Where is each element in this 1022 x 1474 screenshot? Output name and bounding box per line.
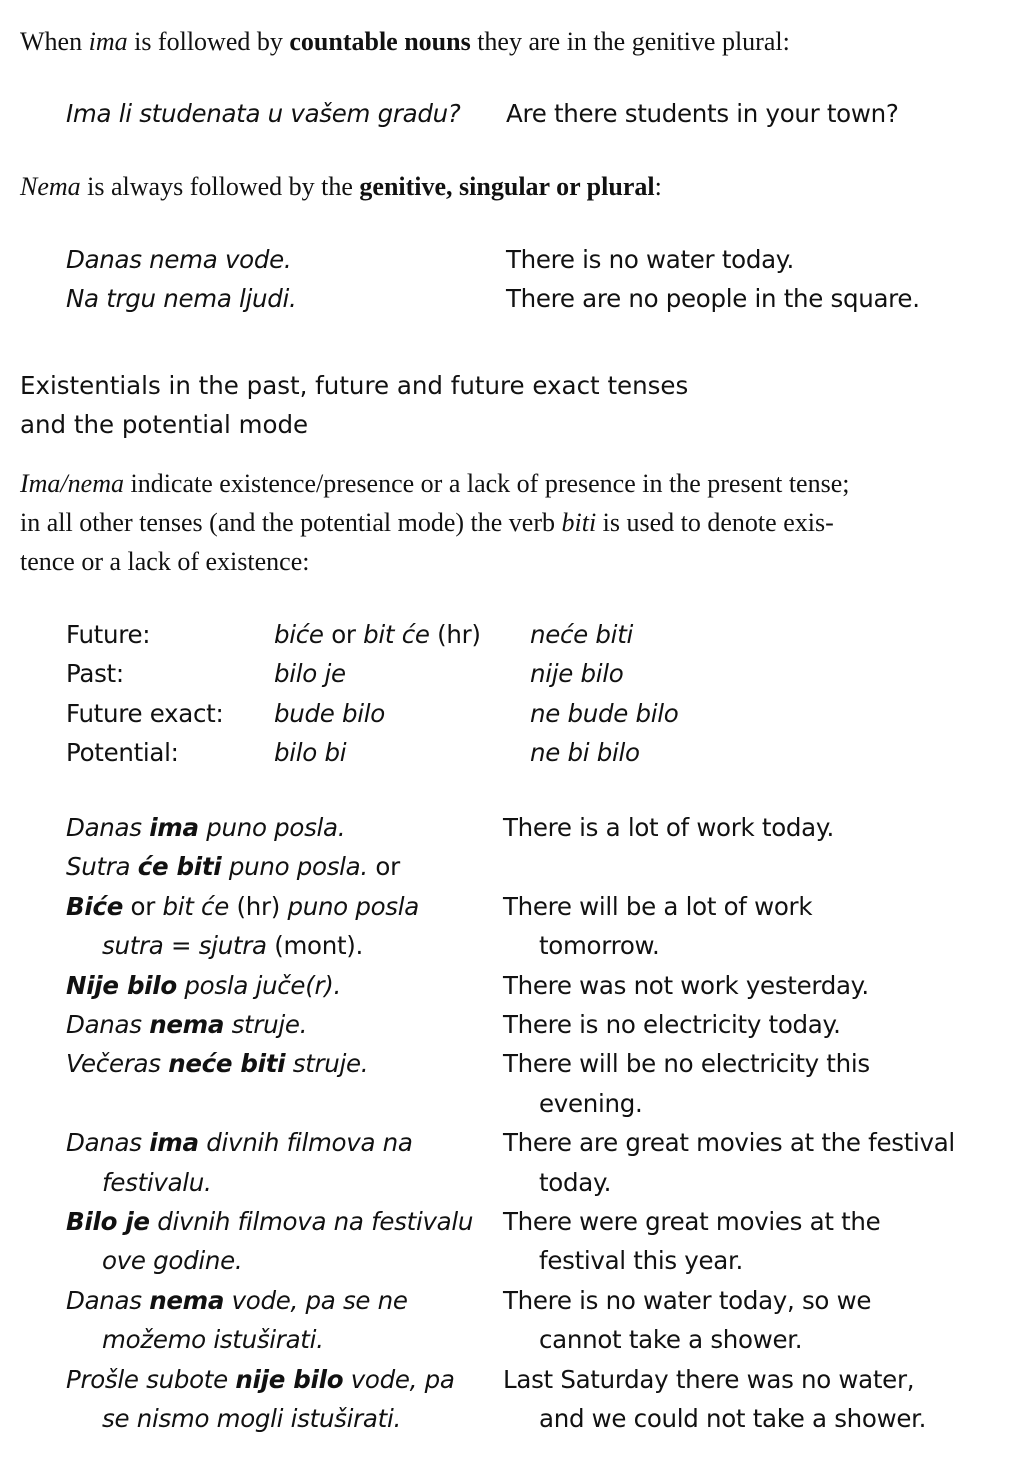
paragraph-line <box>20 503 960 542</box>
emphasis: nije bilo <box>235 1364 344 1394</box>
text-run: is always followed by the <box>80 172 360 201</box>
emphasis: neće biti <box>168 1049 286 1079</box>
text-run: vode, pa se ne <box>224 1285 408 1315</box>
emphasis: nema <box>149 1010 225 1040</box>
tense-positive: bude bilo <box>274 698 385 728</box>
tense-positive-forms <box>274 615 481 773</box>
term-biti: biti <box>561 508 597 537</box>
examples-right-column <box>503 808 955 1439</box>
translation-line: There is no water today. <box>506 245 794 274</box>
heading-line: and the potential mode <box>20 410 309 440</box>
translation-line: There are no people in the square. <box>506 284 920 314</box>
example-line: Na trgu nema ljudi. <box>66 284 297 314</box>
example-line <box>66 1044 473 1083</box>
example-ima-left: Ima li studenata u vašem gradu? <box>66 99 461 128</box>
text-run: or <box>123 891 163 921</box>
text-run: Danas <box>66 813 150 842</box>
text-run: = <box>163 931 199 961</box>
example-line <box>66 808 473 847</box>
translation-line: There were great movies at the <box>503 1207 881 1237</box>
text-run: or <box>323 620 364 649</box>
tense-negative: nije bilo <box>530 659 624 689</box>
tense-positive: bilo bi <box>274 738 347 768</box>
example-nema-left <box>66 240 297 319</box>
text-run: in all other tenses (and the potential mode) the verb <box>20 508 562 537</box>
text-run: puno posla <box>287 891 419 921</box>
tense-negative: neće biti <box>530 620 634 649</box>
translation-line: There is no electricity today. <box>503 1010 841 1040</box>
example-line: se nismo mogli istuširati. <box>102 1404 401 1434</box>
text-run: divnih filmova na <box>198 1128 413 1158</box>
translation-line: today. <box>539 1167 612 1197</box>
text-run: Večeras <box>66 1049 169 1079</box>
translation-line: Last Saturday there was no water, <box>503 1364 915 1394</box>
blank-line <box>66 1084 473 1123</box>
text-run: (hr) <box>429 620 481 649</box>
translation-line: tomorrow. <box>539 931 660 961</box>
text-run: Danas <box>66 1285 150 1315</box>
example-line: Danas nema vode. <box>66 245 292 274</box>
example-line: festivalu. <box>102 1167 212 1197</box>
text-run: sutra <box>102 931 164 961</box>
text-run: is used to denote exis- <box>596 508 834 537</box>
example-line <box>66 1202 473 1241</box>
emphasis: Biće <box>66 891 124 921</box>
examples-left-column <box>66 808 473 1439</box>
translation-line: and we could not take a shower. <box>539 1404 927 1434</box>
translation-line: There is a lot of work today. <box>503 813 835 842</box>
body-paragraph <box>20 464 960 581</box>
paragraph-line: tence or a lack of existence: <box>20 547 310 576</box>
example-line <box>66 966 473 1005</box>
text-run: Sutra <box>66 852 138 882</box>
text-run: Prošle subote <box>66 1364 236 1394</box>
text-run: Danas <box>66 1010 150 1040</box>
emphasis: će biti <box>137 852 222 882</box>
text-run: or <box>367 852 400 882</box>
tense-label: Future exact: <box>66 698 224 728</box>
translation-line: festival this year. <box>539 1246 743 1276</box>
term-ima: ima <box>88 27 128 56</box>
paragraph-line <box>20 464 960 503</box>
text-run: bit će <box>162 891 229 921</box>
translation-line: cannot take a shower. <box>539 1325 803 1355</box>
term-countable-nouns: countable nouns <box>289 27 471 56</box>
tense-label: Potential: <box>66 738 179 768</box>
example-line <box>66 1123 473 1162</box>
text-run: vode, pa <box>343 1364 455 1394</box>
emphasis: nema <box>149 1285 225 1315</box>
example-line <box>66 887 473 926</box>
translation-line: There will be a lot of work <box>503 891 813 921</box>
tense-negative: ne bi bilo <box>530 738 640 768</box>
translation-line: There will be no electricity this <box>503 1049 870 1079</box>
form: biće <box>274 620 324 649</box>
tense-positive <box>274 615 481 654</box>
translation-line: evening. <box>539 1088 643 1118</box>
tense-positive: bilo je <box>274 659 346 689</box>
example-nema-right <box>506 240 920 319</box>
text-run: (mont). <box>266 931 364 961</box>
example-line <box>66 1281 473 1320</box>
term-nema: Nema <box>20 172 81 201</box>
term-ima-nema: Ima/nema <box>20 469 124 498</box>
text-run: sjutra <box>198 931 267 961</box>
example-line <box>66 847 473 886</box>
emphasis: ima <box>149 1128 199 1158</box>
example-ima-right: Are there students in your town? <box>506 99 899 128</box>
blank-line <box>503 847 955 886</box>
text-run: Danas <box>66 1128 150 1158</box>
text-run: puno posla. <box>198 813 346 842</box>
example-line: možemo istuširati. <box>102 1325 324 1355</box>
intro-paragraph-nema <box>20 167 662 206</box>
text-run: puno posla. <box>221 852 368 882</box>
text-run: When <box>20 27 89 56</box>
form: bit će <box>363 620 430 649</box>
section-heading <box>20 366 688 445</box>
example-line <box>66 1360 473 1399</box>
translation-line: There are great movies at the festival <box>503 1128 955 1158</box>
tense-label: Past: <box>66 659 124 689</box>
example-line <box>66 926 473 965</box>
text-run: struje. <box>285 1049 369 1079</box>
example-line <box>66 1005 473 1044</box>
translation-line: There is no water today, so we <box>503 1285 872 1315</box>
term-genitive: genitive, singular or plural <box>359 172 655 201</box>
intro-paragraph-ima <box>20 22 790 61</box>
emphasis: Bilo je <box>66 1207 150 1237</box>
tense-labels <box>66 615 223 773</box>
heading-line: Existentials in the past, future and future exact tenses <box>20 371 689 400</box>
tense-negative: ne bude bilo <box>530 698 679 728</box>
example-line: ove godine. <box>102 1246 243 1276</box>
emphasis: Nije bilo <box>66 970 177 1000</box>
tense-negative-forms <box>530 615 678 773</box>
text-run: indicate existence/presence or a lack of presence in the present tense; <box>123 469 850 498</box>
tense-label: Future: <box>66 620 151 649</box>
text-run: posla juče(r). <box>176 970 341 1000</box>
text-run: struje. <box>224 1010 308 1040</box>
text-run: (hr) <box>228 891 288 921</box>
emphasis: ima <box>149 813 199 842</box>
text-run: is followed by <box>127 27 290 56</box>
text-run: : <box>654 172 662 201</box>
text-run: divnih filmova na festivalu <box>149 1207 474 1237</box>
text-run: they are in the genitive plural: <box>470 27 790 56</box>
translation-line: There was not work yesterday. <box>503 970 869 1000</box>
